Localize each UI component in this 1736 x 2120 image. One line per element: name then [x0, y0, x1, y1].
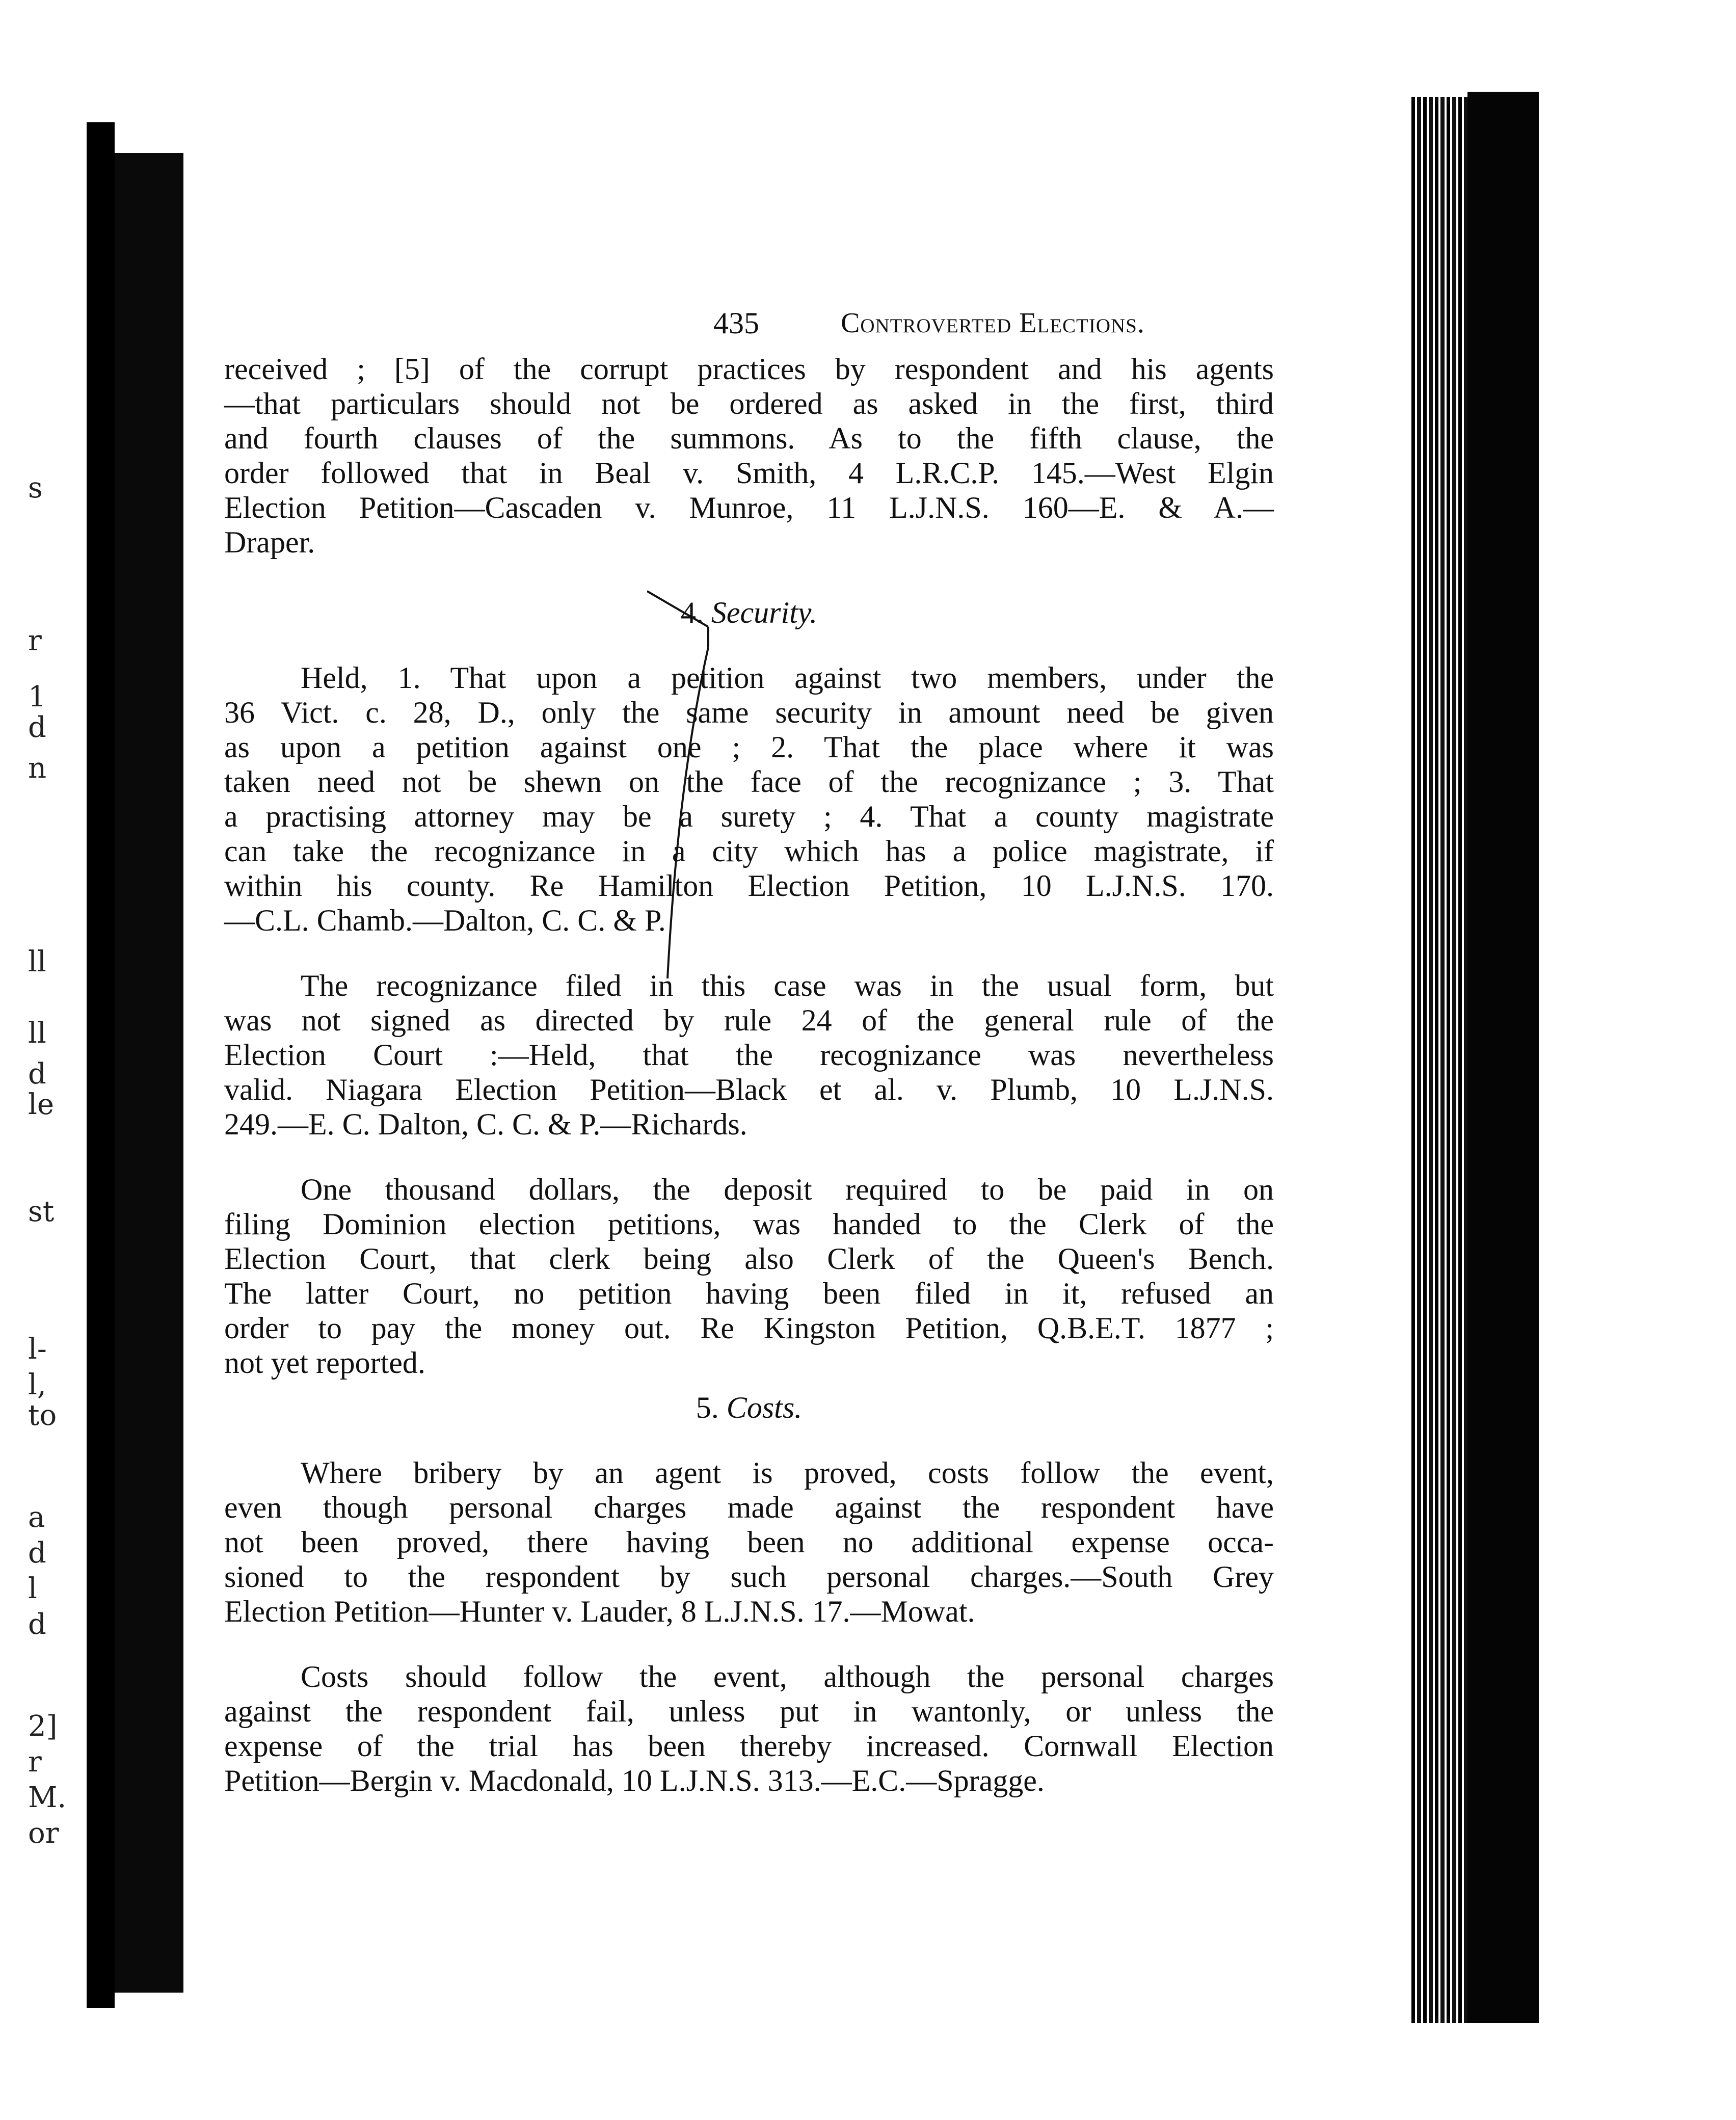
running-head: Controverted Elections. — [841, 307, 1145, 339]
text-line: order to pay the money out. Re Kingston Petition, Q.B.E.T. 1877 ; — [224, 1311, 1274, 1345]
text-line: Draper. — [224, 525, 315, 559]
margin-fragment: to — [28, 1399, 57, 1432]
section-number: 4. — [680, 596, 704, 629]
margin-fragment: n — [28, 752, 47, 785]
text-line: 36 Vict. c. 28, D., only the same security in amount need be given — [224, 696, 1274, 729]
text-line: Where bribery by an agent is proved, costs follow the event, — [301, 1456, 1274, 1490]
text-line: order followed that in Beal v. Smith, 4 L.R.C.P. 145.—West Elgin — [224, 456, 1274, 490]
paragraph-particulars — [224, 352, 1274, 560]
paragraph-bribery-costs — [224, 1455, 1274, 1629]
text-line: Election Petition—Cascaden v. Munroe, 11 L.J.N.S. 160—E. & A.— — [224, 491, 1274, 524]
margin-fragment: ll — [28, 1017, 46, 1050]
margin-fragment: s — [28, 471, 43, 505]
text-line: 249.—E. C. Dalton, C. C. & P.—Richards. — [224, 1107, 747, 1141]
text-line: a practising attorney may be a surety ; 4. That a county magistrate — [224, 800, 1274, 833]
text-line: as upon a petition against one ; 2. That the place where it was — [224, 730, 1274, 764]
margin-fragment: le — [28, 1088, 55, 1121]
text-line: valid. Niagara Election Petition—Black et al. v. Plumb, 10 L.J.N.S. — [224, 1073, 1274, 1106]
text-line: Petition—Bergin v. Macdonald, 10 L.J.N.S. 313.—E.C.—Spragge. — [224, 1764, 1045, 1797]
margin-fragment: ll — [28, 945, 46, 978]
text-line: filing Dominion election petitions, was handed to the Clerk of the — [224, 1207, 1274, 1241]
section-heading-security — [224, 595, 1274, 630]
text-line: taken need not be shewn on the face of the recognizance ; 3. That — [224, 765, 1274, 799]
text-line: —C.L. Chamb.—Dalton, C. C. & P. — [224, 904, 666, 937]
binding-shadow — [115, 153, 183, 1993]
margin-fragment: st — [28, 1195, 55, 1228]
text-line: sioned to the respondent by such personal charges.—South Grey — [224, 1560, 1274, 1594]
margin-fragment: r — [28, 624, 42, 657]
text-line: was not signed as directed by rule 24 of the general rule of the — [224, 1003, 1274, 1037]
text-line: and fourth clauses of the summons. As to the fifth clause, the — [224, 421, 1274, 455]
section-title: Costs. — [726, 1391, 803, 1424]
book-page — [224, 306, 1274, 1798]
text-line: —that particulars should not be ordered as asked in the first, third — [224, 387, 1274, 420]
text-line: within his county. Re Hamilton Election Petition, 10 L.J.N.S. 170. — [224, 869, 1274, 903]
text-line: not yet reported. — [224, 1346, 425, 1380]
text-line: Held, 1. That upon a petition against two members, under the — [301, 661, 1274, 695]
margin-fragment: d — [28, 711, 46, 744]
margin-fragment: or — [28, 1817, 59, 1850]
section-number: 5. — [696, 1391, 719, 1424]
text-line: Costs should follow the event, although the personal charges — [301, 1660, 1274, 1693]
paragraph-deposit — [224, 1172, 1274, 1380]
text-line: not been proved, there having been no additional expense occa- — [224, 1525, 1274, 1559]
text-line: The recognizance filed in this case was in the usual form, but — [301, 969, 1274, 1002]
paragraph-security-held — [224, 660, 1274, 938]
margin-fragment: M. — [28, 1781, 67, 1814]
margin-fragment: a — [28, 1501, 45, 1534]
text-line: even though personal charges made against the respondent have — [224, 1491, 1274, 1524]
page-number: 435 — [713, 306, 759, 340]
text-line: received ; [5] of the corrupt practices by respondent and his agents — [224, 352, 1274, 386]
page-edge-shadow — [1467, 92, 1539, 2023]
margin-fragment: 2] — [28, 1710, 58, 1743]
text-line: can take the recognizance in a city which has a police magistrate, if — [224, 834, 1274, 868]
paragraph-recognizance — [224, 968, 1274, 1142]
section-heading-costs — [224, 1390, 1274, 1425]
text-line: Election Court :—Held, that the recognizance was nevertheless — [224, 1038, 1274, 1072]
page-header — [224, 306, 1274, 352]
margin-fragment: l — [28, 1572, 37, 1605]
binding-gutter — [87, 122, 115, 2008]
margin-fragment: d — [28, 1608, 46, 1641]
margin-fragment: l, — [28, 1368, 46, 1401]
text-line: Election Petition—Hunter v. Lauder, 8 L.J.N.S. 17.—Mowat. — [224, 1595, 975, 1628]
text-line: expense of the trial has been thereby increased. Cornwall Election — [224, 1729, 1274, 1763]
section-title: Security. — [711, 596, 818, 629]
margin-fragment: r — [28, 1745, 42, 1779]
margin-fragment: d — [28, 1057, 46, 1091]
margin-fragment: d — [28, 1536, 46, 1570]
text-line: The latter Court, no petition having been filed in it, refused an — [224, 1277, 1274, 1310]
text-line: against the respondent fail, unless put in wantonly, or unless the — [224, 1694, 1274, 1728]
margin-fragment: l- — [28, 1333, 47, 1366]
paragraph-costs-follow-event — [224, 1659, 1274, 1798]
text-line: Election Court, that clerk being also Clerk of the Queen's Bench. — [224, 1242, 1274, 1276]
margin-fragment: 1 — [28, 680, 46, 713]
text-line: One thousand dollars, the deposit required to be paid in on — [301, 1173, 1274, 1206]
